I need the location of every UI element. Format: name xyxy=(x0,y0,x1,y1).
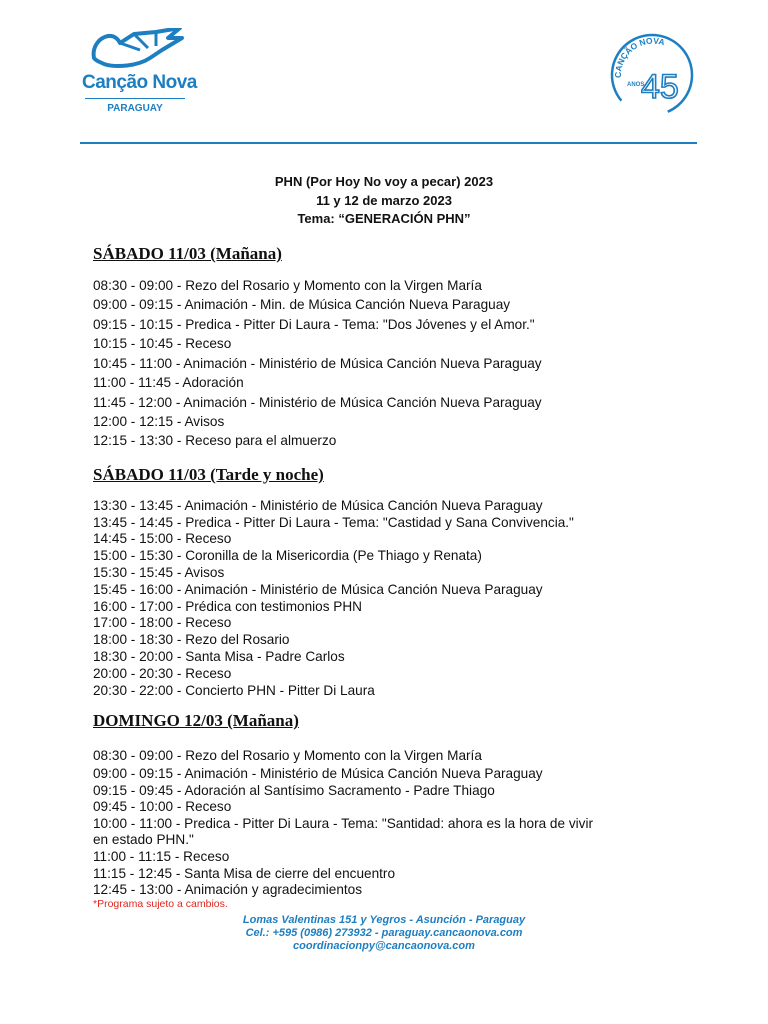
schedule-disclaimer: *Programa sujeto a cambios. xyxy=(93,898,228,910)
schedule-item: 11:15 - 12:45 - Santa Misa de cierre del encuentro xyxy=(93,866,396,881)
event-theme: Tema: “GENERACIÓN PHN” xyxy=(297,211,471,226)
schedule-item: 18:30 - 20:00 - Santa Misa - Padre Carlos xyxy=(93,649,345,664)
schedule-item: 08:30 - 09:00 - Rezo del Rosario y Momento con la Virgen María xyxy=(93,748,482,763)
schedule-item: 12:00 - 12:15 - Avisos xyxy=(93,414,225,429)
schedule-item: 11:45 - 12:00 - Animación - Ministério de Música Canción Nueva Paraguay xyxy=(93,395,542,410)
schedule-item: 18:00 - 18:30 - Rezo del Rosario xyxy=(93,632,290,647)
schedule-item: 09:45 - 10:00 - Receso xyxy=(93,799,232,814)
schedule-item: 16:00 - 17:00 - Prédica con testimonios PHN xyxy=(93,599,362,614)
schedule-item: 15:00 - 15:30 - Coronilla de la Misericordia (Pe Thiago y Renata) xyxy=(93,548,482,563)
anniversary-word: ANOS xyxy=(627,82,645,88)
schedule-item: 13:45 - 14:45 - Predica - Pitter Di Laura - Tema: "Castidad y Sana Convivencia." xyxy=(93,515,574,530)
brand-name: Canção Nova xyxy=(82,72,197,93)
schedule-item: 12:45 - 13:00 - Animación y agradecimientos xyxy=(93,882,363,897)
schedule-item: 12:15 - 13:30 - Receso para el almuerzo xyxy=(93,433,337,448)
anniversary-45-logo xyxy=(607,30,697,120)
brand-country: PARAGUAY xyxy=(107,103,163,114)
footer-email: coordinacionpy@cancaonova.com xyxy=(293,940,475,952)
anniversary-years: 45 xyxy=(641,68,679,106)
schedule-item: 11:00 - 11:15 - Receso xyxy=(93,849,230,864)
schedule-item: 15:45 - 16:00 - Animación - Ministério de Música Canción Nueva Paraguay xyxy=(93,582,543,597)
event-dates: 11 y 12 de marzo 2023 xyxy=(316,193,452,208)
brand-divider xyxy=(85,98,185,99)
schedule-item: 09:15 - 09:45 - Adoración al Santísimo Sacramento - Padre Thiago xyxy=(93,783,495,798)
schedule-item: 11:00 - 11:45 - Adoración xyxy=(93,375,244,390)
dove-icon xyxy=(90,28,186,70)
event-title: PHN (Por Hoy No voy a pecar) 2023 xyxy=(274,174,494,189)
schedule-item: 20:30 - 22:00 - Concierto PHN - Pitter Di Laura xyxy=(93,683,375,698)
schedule-item: 10:00 - 11:00 - Predica - Pitter Di Laura - Tema: "Santidad: ahora es la hora de vivir xyxy=(93,816,593,831)
anniversary-arc-text: CANÇÃO NOVA xyxy=(612,35,666,79)
header-rule xyxy=(80,142,697,144)
section-heading-saturday-afternoon: SÁBADO 11/03 (Tarde y noche) xyxy=(93,465,324,484)
schedule-item: 10:15 - 10:45 - Receso xyxy=(93,336,232,351)
footer-address: Lomas Valentinas 151 y Yegros - Asunción - Paraguay xyxy=(242,914,526,926)
schedule-item: 09:15 - 10:15 - Predica - Pitter Di Laura - Tema: "Dos Jóvenes y el Amor." xyxy=(93,317,535,332)
schedule-item: 20:00 - 20:30 - Receso xyxy=(93,666,232,681)
section-heading-sunday-morning: DOMINGO 12/03 (Mañana) xyxy=(93,711,299,730)
schedule-item: 10:45 - 11:00 - Animación - Ministério de Música Canción Nueva Paraguay xyxy=(93,356,542,371)
cancao-nova-logo xyxy=(82,28,197,123)
section-heading-saturday-morning: SÁBADO 11/03 (Mañana) xyxy=(93,244,282,263)
footer-contact: Cel.: +595 (0986) 273932 - paraguay.cancaonova.com xyxy=(245,927,523,939)
schedule-item: 13:30 - 13:45 - Animación - Ministério de Música Canción Nueva Paraguay xyxy=(93,498,543,513)
schedule-item: 09:00 - 09:15 - Animación - Min. de Música Canción Nueva Paraguay xyxy=(93,297,511,312)
schedule-item: 09:00 - 09:15 - Animación - Ministério de Música Canción Nueva Paraguay xyxy=(93,766,543,781)
schedule-item-continuation: en estado PHN." xyxy=(93,832,194,847)
schedule-item: 14:45 - 15:00 - Receso xyxy=(93,531,232,546)
schedule-item: 17:00 - 18:00 - Receso xyxy=(93,615,232,630)
schedule-item: 15:30 - 15:45 - Avisos xyxy=(93,565,225,580)
schedule-item: 08:30 - 09:00 - Rezo del Rosario y Momento con la Virgen María xyxy=(93,278,482,293)
